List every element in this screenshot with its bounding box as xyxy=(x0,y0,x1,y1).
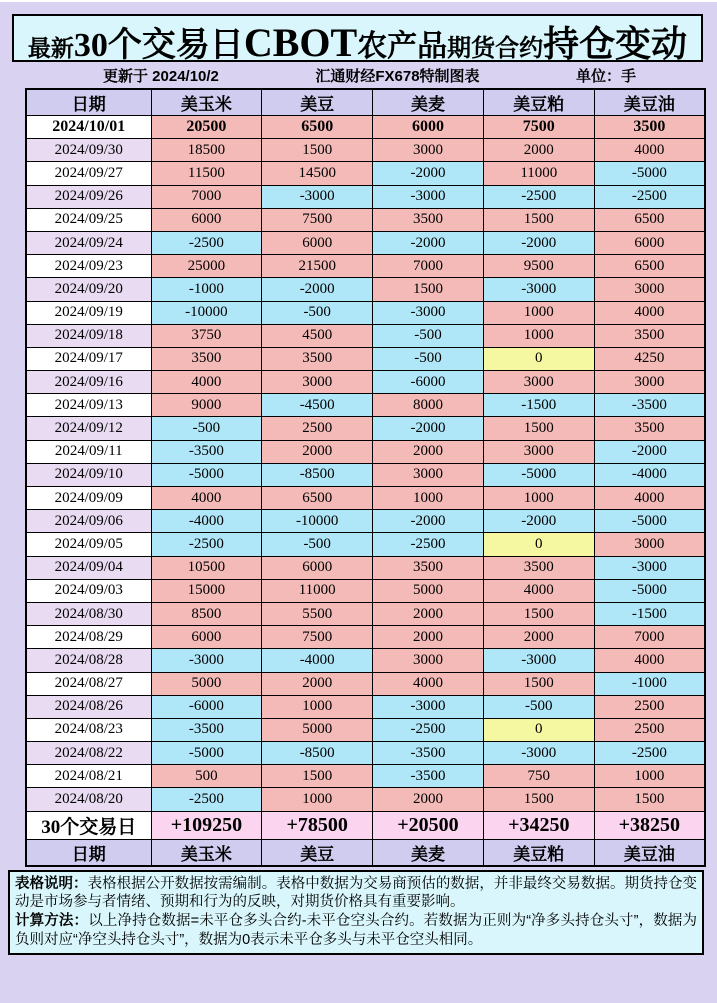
value-cell: 0 xyxy=(483,347,594,370)
date-cell: 2024/09/20 xyxy=(26,278,151,301)
value-cell: 5000 xyxy=(373,579,484,602)
value-cell: 2500 xyxy=(594,695,705,718)
value-cell: -3000 xyxy=(151,649,262,672)
value-cell: 500 xyxy=(151,765,262,788)
value-cell: -2500 xyxy=(151,533,262,556)
value-cell: 18500 xyxy=(151,139,262,162)
value-cell: 750 xyxy=(483,765,594,788)
value-cell: 4000 xyxy=(151,371,262,394)
value-cell: -10000 xyxy=(151,301,262,324)
date-cell: 2024/08/22 xyxy=(26,742,151,765)
table-row xyxy=(26,510,705,533)
date-cell: 2024/09/23 xyxy=(26,255,151,278)
value-cell: 0 xyxy=(483,533,594,556)
title-segment: 持仓变动 xyxy=(543,24,688,64)
table-row xyxy=(26,440,705,463)
date-cell: 2024/08/29 xyxy=(26,626,151,649)
table-row xyxy=(26,116,705,139)
source-credit: 汇通财经FX678特制图表 xyxy=(315,67,480,85)
value-cell: 2000 xyxy=(483,626,594,649)
table-note xyxy=(15,875,697,913)
footer-header-soybean: 美豆 xyxy=(262,839,373,866)
value-cell: 7500 xyxy=(483,116,594,139)
value-cell: 11000 xyxy=(262,579,373,602)
value-cell: -500 xyxy=(373,324,484,347)
value-cell: 3000 xyxy=(594,371,705,394)
value-cell: 3500 xyxy=(594,116,705,139)
table-row xyxy=(26,417,705,440)
footer-header-corn: 美玉米 xyxy=(151,839,262,866)
value-cell: 1500 xyxy=(262,765,373,788)
value-cell: 4000 xyxy=(373,672,484,695)
value-cell: 3000 xyxy=(373,649,484,672)
value-cell: 3500 xyxy=(151,347,262,370)
note-text: 以上净持仓数据=未平仓多头合约-未平仓空头合约。若数据为正则为“净多头持仓头寸”，数据为负则对应“净空头持仓头寸”，数据为0表示未平仓多头与未平仓空头相同。 xyxy=(15,913,698,949)
table-row xyxy=(26,371,705,394)
value-cell: 2000 xyxy=(373,602,484,625)
table-row xyxy=(26,718,705,741)
value-cell: 2500 xyxy=(262,417,373,440)
value-cell: 4000 xyxy=(594,649,705,672)
value-cell: 4500 xyxy=(262,324,373,347)
value-cell: -2500 xyxy=(373,533,484,556)
value-cell: -2500 xyxy=(483,185,594,208)
column-header-soymeal: 美豆粕 xyxy=(483,89,594,116)
date-cell: 2024/09/27 xyxy=(26,162,151,185)
value-cell: 2000 xyxy=(262,672,373,695)
value-cell: 1000 xyxy=(262,695,373,718)
footer-header-soymeal: 美豆粕 xyxy=(483,839,594,866)
table-row xyxy=(26,185,705,208)
table-row xyxy=(26,278,705,301)
value-cell: -2500 xyxy=(594,185,705,208)
value-cell: 7000 xyxy=(373,255,484,278)
value-cell: 7000 xyxy=(594,626,705,649)
value-cell: -3500 xyxy=(151,440,262,463)
summary-value-corn: +109250 xyxy=(151,811,262,839)
table-row xyxy=(26,231,705,254)
table-row xyxy=(26,394,705,417)
value-cell: 3500 xyxy=(483,556,594,579)
date-cell: 2024/08/23 xyxy=(26,718,151,741)
update-date: 更新于 2024/10/2 xyxy=(103,67,219,85)
title-segment: 农产品 xyxy=(357,30,448,63)
value-cell: -2000 xyxy=(594,440,705,463)
subtitle-bar xyxy=(25,62,704,88)
value-cell: -5000 xyxy=(594,579,705,602)
table-row xyxy=(26,556,705,579)
table-row xyxy=(26,463,705,486)
value-cell: -5000 xyxy=(594,510,705,533)
value-cell: 6000 xyxy=(262,556,373,579)
value-cell: 9500 xyxy=(483,255,594,278)
date-cell: 2024/09/04 xyxy=(26,556,151,579)
value-cell: 6500 xyxy=(594,208,705,231)
footer-header-row xyxy=(26,839,705,866)
value-cell: -500 xyxy=(262,301,373,324)
value-cell: 2500 xyxy=(594,718,705,741)
note-label: 计算方法： xyxy=(15,913,89,930)
value-cell: 5500 xyxy=(262,602,373,625)
table-row xyxy=(26,139,705,162)
value-cell: 1500 xyxy=(483,602,594,625)
summary-value-soymeal: +34250 xyxy=(483,811,594,839)
note-text: 表格根据公开数据按需编制。表格中数据为交易商预估的数据，并非最终交易数据。期货持仓变动是市场参与者情绪、预期和行为的反映，对期货价格具有重要影响。 xyxy=(15,875,698,911)
value-cell: -10000 xyxy=(262,510,373,533)
value-cell: -500 xyxy=(373,347,484,370)
value-cell: 6000 xyxy=(151,626,262,649)
column-header-soyoil: 美豆油 xyxy=(594,89,705,116)
footer-header-soyoil: 美豆油 xyxy=(594,839,705,866)
value-cell: 3000 xyxy=(483,440,594,463)
date-cell: 2024/08/21 xyxy=(26,765,151,788)
value-cell: 1500 xyxy=(483,788,594,811)
date-cell: 2024/09/12 xyxy=(26,417,151,440)
value-cell: 1500 xyxy=(483,417,594,440)
table-row xyxy=(26,742,705,765)
value-cell: 3500 xyxy=(262,347,373,370)
column-header-date: 日期 xyxy=(26,89,151,116)
value-cell: 1500 xyxy=(373,278,484,301)
value-cell: -3500 xyxy=(373,742,484,765)
value-cell: 4000 xyxy=(594,139,705,162)
table-row xyxy=(26,602,705,625)
summary-label: 30个交易日 xyxy=(26,811,151,839)
value-cell: -3000 xyxy=(373,695,484,718)
date-cell: 2024/09/25 xyxy=(26,208,151,231)
date-cell: 2024/08/30 xyxy=(26,602,151,625)
table-body xyxy=(26,116,705,812)
value-cell: -4000 xyxy=(151,510,262,533)
value-cell: 2000 xyxy=(373,440,484,463)
value-cell: -500 xyxy=(483,695,594,718)
value-cell: 4000 xyxy=(151,487,262,510)
date-cell: 2024/08/20 xyxy=(26,788,151,811)
column-header-corn: 美玉米 xyxy=(151,89,262,116)
value-cell: 4000 xyxy=(594,301,705,324)
summary-row xyxy=(26,811,705,839)
value-cell: -3500 xyxy=(151,718,262,741)
value-cell: -6000 xyxy=(373,371,484,394)
date-cell: 2024/09/13 xyxy=(26,394,151,417)
value-cell: 3000 xyxy=(594,278,705,301)
value-cell: -1000 xyxy=(151,278,262,301)
page-title xyxy=(12,14,703,65)
value-cell: 5000 xyxy=(262,718,373,741)
value-cell: 1500 xyxy=(483,208,594,231)
date-cell: 2024/09/11 xyxy=(26,440,151,463)
value-cell: -2500 xyxy=(594,742,705,765)
date-cell: 2024/09/06 xyxy=(26,510,151,533)
column-header-soybean: 美豆 xyxy=(262,89,373,116)
value-cell: -2500 xyxy=(373,718,484,741)
table-row xyxy=(26,533,705,556)
title-segment: 最新 xyxy=(27,36,74,61)
value-cell: 1000 xyxy=(594,765,705,788)
value-cell: 7000 xyxy=(151,185,262,208)
value-cell: -1500 xyxy=(483,394,594,417)
table-row xyxy=(26,324,705,347)
date-cell: 2024/09/26 xyxy=(26,185,151,208)
value-cell: 20500 xyxy=(151,116,262,139)
table-row xyxy=(26,255,705,278)
value-cell: -3500 xyxy=(373,765,484,788)
value-cell: 1500 xyxy=(483,672,594,695)
value-cell: 3750 xyxy=(151,324,262,347)
header-row xyxy=(26,89,705,116)
value-cell: 3500 xyxy=(373,556,484,579)
value-cell: 8500 xyxy=(151,602,262,625)
date-cell: 2024/09/18 xyxy=(26,324,151,347)
positions-table xyxy=(25,88,706,867)
value-cell: -4500 xyxy=(262,394,373,417)
date-cell: 2024/09/17 xyxy=(26,347,151,370)
value-cell: -3500 xyxy=(594,394,705,417)
value-cell: 3000 xyxy=(373,463,484,486)
date-cell: 2024/08/28 xyxy=(26,649,151,672)
value-cell: 6000 xyxy=(262,231,373,254)
date-cell: 2024/09/16 xyxy=(26,371,151,394)
value-cell: -2500 xyxy=(151,788,262,811)
value-cell: 11500 xyxy=(151,162,262,185)
value-cell: 1000 xyxy=(483,487,594,510)
summary-value-soybean: +78500 xyxy=(262,811,373,839)
value-cell: -2500 xyxy=(151,231,262,254)
value-cell: 5000 xyxy=(151,672,262,695)
footnotes xyxy=(8,870,704,955)
value-cell: 11000 xyxy=(483,162,594,185)
title-segment: CBOT xyxy=(243,20,358,65)
value-cell: 3000 xyxy=(262,371,373,394)
value-cell: -5000 xyxy=(594,162,705,185)
value-cell: -4000 xyxy=(594,463,705,486)
value-cell: 2000 xyxy=(373,788,484,811)
value-cell: -6000 xyxy=(151,695,262,718)
table-row xyxy=(26,788,705,811)
note-label: 表格说明： xyxy=(15,875,88,892)
value-cell: -2000 xyxy=(262,278,373,301)
value-cell: 7500 xyxy=(262,626,373,649)
date-cell: 2024/09/09 xyxy=(26,487,151,510)
value-cell: 3500 xyxy=(594,324,705,347)
value-cell: -3000 xyxy=(262,185,373,208)
value-cell: 6500 xyxy=(262,116,373,139)
date-cell: 2024/09/24 xyxy=(26,231,151,254)
value-cell: -2000 xyxy=(373,231,484,254)
date-cell: 2024/09/05 xyxy=(26,533,151,556)
value-cell: -2000 xyxy=(483,510,594,533)
value-cell: 25000 xyxy=(151,255,262,278)
table-row xyxy=(26,162,705,185)
value-cell: 4000 xyxy=(594,487,705,510)
summary-value-wheat: +20500 xyxy=(373,811,484,839)
date-cell: 2024/09/19 xyxy=(26,301,151,324)
date-cell: 2024/10/01 xyxy=(26,116,151,139)
value-cell: 1000 xyxy=(373,487,484,510)
table-row xyxy=(26,626,705,649)
value-cell: -2000 xyxy=(373,417,484,440)
calc-method-note xyxy=(15,912,697,950)
column-header-wheat: 美麦 xyxy=(373,89,484,116)
value-cell: 6000 xyxy=(594,231,705,254)
summary-value-soyoil: +38250 xyxy=(594,811,705,839)
footer-header-wheat: 美麦 xyxy=(373,839,484,866)
value-cell: 1000 xyxy=(483,301,594,324)
value-cell: -3000 xyxy=(373,301,484,324)
value-cell: -500 xyxy=(151,417,262,440)
value-cell: -3000 xyxy=(483,742,594,765)
value-cell: 14500 xyxy=(262,162,373,185)
table-row xyxy=(26,487,705,510)
table-row xyxy=(26,347,705,370)
date-cell: 2024/08/26 xyxy=(26,695,151,718)
value-cell: 2000 xyxy=(373,626,484,649)
value-cell: 2000 xyxy=(483,139,594,162)
table-row xyxy=(26,695,705,718)
table-row xyxy=(26,579,705,602)
unit-label: 单位：手 xyxy=(575,67,636,85)
value-cell: 3500 xyxy=(373,208,484,231)
value-cell: -3000 xyxy=(373,185,484,208)
value-cell: 21500 xyxy=(262,255,373,278)
value-cell: 6500 xyxy=(262,487,373,510)
date-cell: 2024/09/10 xyxy=(26,463,151,486)
value-cell: -3000 xyxy=(594,556,705,579)
value-cell: 6500 xyxy=(594,255,705,278)
table-row xyxy=(26,208,705,231)
title-segment: 30个交易日 xyxy=(73,27,244,64)
value-cell: 3000 xyxy=(373,139,484,162)
value-cell: -1500 xyxy=(594,602,705,625)
value-cell: 3000 xyxy=(594,533,705,556)
value-cell: 2000 xyxy=(262,440,373,463)
value-cell: -2000 xyxy=(373,510,484,533)
value-cell: 7500 xyxy=(262,208,373,231)
footer-header-date: 日期 xyxy=(26,839,151,866)
value-cell: -8500 xyxy=(262,742,373,765)
table-row xyxy=(26,649,705,672)
value-cell: 6000 xyxy=(151,208,262,231)
value-cell: -5000 xyxy=(151,463,262,486)
value-cell: 8000 xyxy=(373,394,484,417)
value-cell: 1000 xyxy=(262,788,373,811)
value-cell: -3000 xyxy=(483,278,594,301)
value-cell: 3500 xyxy=(594,417,705,440)
value-cell: -2000 xyxy=(483,231,594,254)
value-cell: 0 xyxy=(483,718,594,741)
table-row xyxy=(26,765,705,788)
date-cell: 2024/09/03 xyxy=(26,579,151,602)
value-cell: 1000 xyxy=(483,324,594,347)
date-cell: 2024/09/30 xyxy=(26,139,151,162)
table-row xyxy=(26,301,705,324)
value-cell: 6000 xyxy=(373,116,484,139)
value-cell: -8500 xyxy=(262,463,373,486)
value-cell: 4000 xyxy=(483,579,594,602)
value-cell: 15000 xyxy=(151,579,262,602)
date-cell: 2024/08/27 xyxy=(26,672,151,695)
value-cell: 9000 xyxy=(151,394,262,417)
value-cell: 3000 xyxy=(483,371,594,394)
value-cell: 10500 xyxy=(151,556,262,579)
value-cell: -4000 xyxy=(262,649,373,672)
value-cell: -5000 xyxy=(483,463,594,486)
value-cell: -1000 xyxy=(594,672,705,695)
value-cell: -500 xyxy=(262,533,373,556)
value-cell: 1500 xyxy=(262,139,373,162)
value-cell: -3000 xyxy=(483,649,594,672)
table-row xyxy=(26,672,705,695)
value-cell: 4250 xyxy=(594,347,705,370)
value-cell: -5000 xyxy=(151,742,262,765)
value-cell: 1500 xyxy=(594,788,705,811)
title-segment: 期货合约 xyxy=(447,36,544,62)
value-cell: -2000 xyxy=(373,162,484,185)
